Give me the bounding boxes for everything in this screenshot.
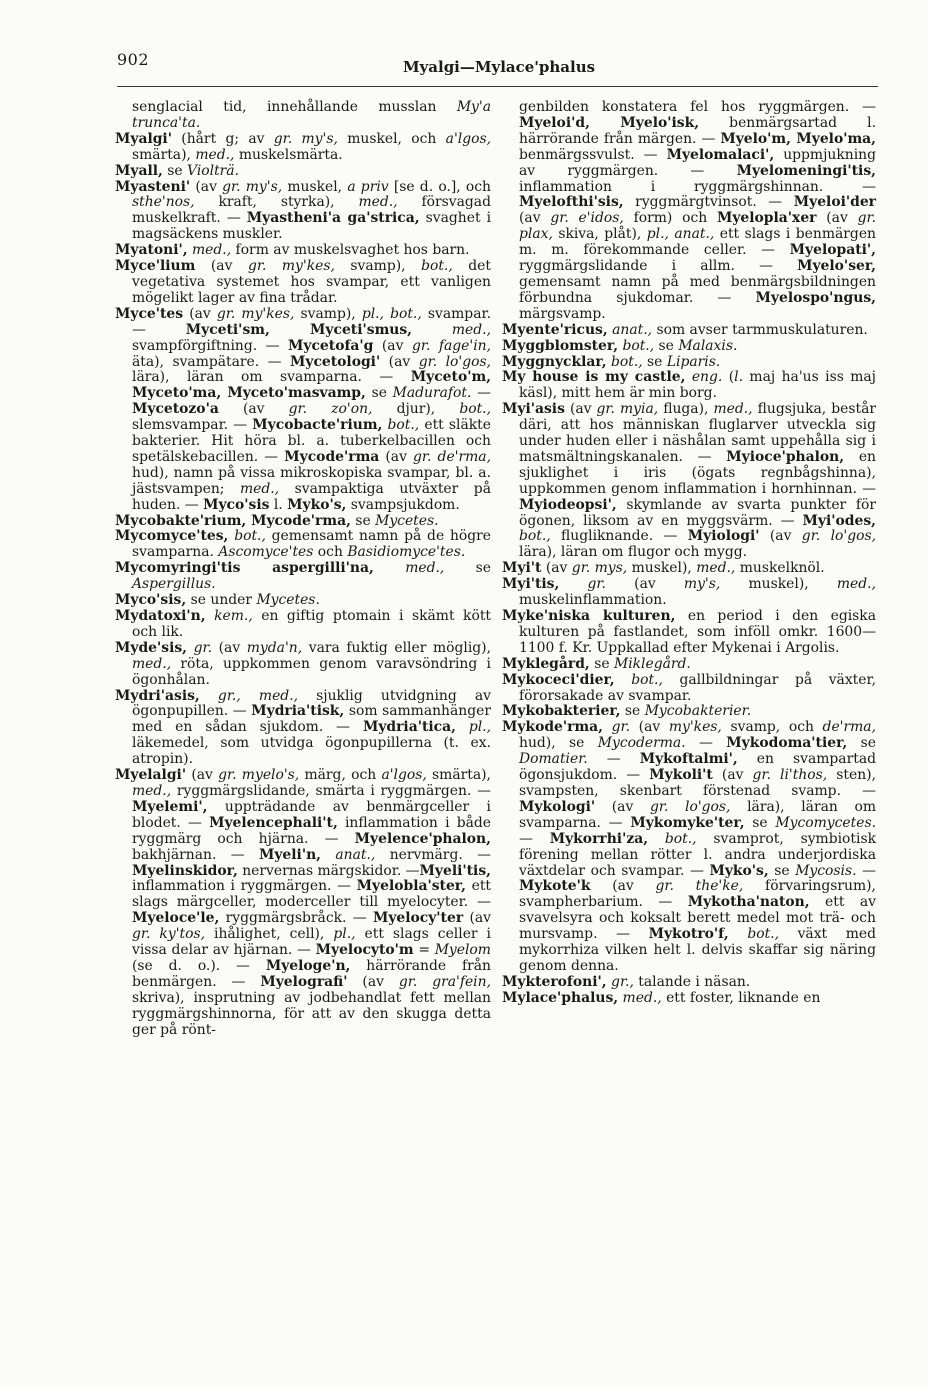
dictionary-entry: Mylace'phalus, med., ett foster, liknande en <box>502 989 821 1006</box>
dictionary-entry: Myi'tis, gr. (av my's, muskel), med., muskelinflammation. <box>502 576 876 609</box>
dictionary-entry: Myatoni', med., form av muskelsvaghet hos barn. <box>115 242 470 259</box>
dictionary-entry: Myce'tes (av gr. my'kes, svamp), pl., bot., svampar. — Myceti'sm, Myceti'smus, med., svampförgiftning. — Mycetofa'g (av gr. fage'in, äta), svampätare. — Mycetologi' (av gr. lo'gos, lära), läran om svamparna. — Myceto'm, Myceto'ma, Myceto'masvamp, se Madurafot. — Mycetozo'a (av gr. zo'on, djur), bot., slemsvampar. — Mycobacte'rium, bot., ett släkte bakterier. Hit höra bl. a. tuberkelbacillen och spetälskebacillen. — Mycode'rma (av gr. de'rma, hud), namn på vissa mikroskopiska svampar, bl. a. jästsvampen; med., svampaktiga utväxter på huden. — Myco'sis l. Myko's, svampsjukdom. <box>115 305 492 513</box>
dictionary-entry: senglacial tid, innehållande musslan My'a trunca'ta. <box>132 99 491 131</box>
dictionary-entry: My house is my castle, eng. (l. maj ha'us iss maj käsl), mitt hem är min borg. <box>502 369 876 402</box>
dictionary-entry: Myke'niska kulturen, en period i den egiska kulturen på fastlandet, som inföll omkr. 1600—1100 f. Kr. Uppkallad efter Mykenai i Argolis. <box>502 608 877 656</box>
dictionary-entry: Mycomyce'tes, bot., gemensamt namn på de högre svamparna. Ascomyce'tes och Basidiomyce'tes. <box>115 528 492 561</box>
dictionary-entry: Mycobakte'rium, Mycode'rma, se Mycetes. <box>115 512 439 529</box>
dictionary-entry: Myklegård, se Miklegård. <box>502 655 691 672</box>
header-rule <box>117 86 878 87</box>
page-number: 902 <box>117 50 150 69</box>
running-head: Myalgi—Mylace'phalus <box>402 58 596 76</box>
dictionary-entry: Myalgi' (hårt g; av gr. my's, muskel, och a'lgos, smärta), med., muskelsmärta. <box>115 130 492 163</box>
dictionary-entry: Myco'sis, se under Mycetes. <box>115 592 320 609</box>
right-column <box>502 100 876 1007</box>
dictionary-entry: Myi't (av gr. mys, muskel), med., muskelknöl. <box>502 560 825 577</box>
dictionary-entry: Myggnycklar, bot., se Liparis. <box>502 353 721 370</box>
dictionary-entry: Myce'lium (av gr. my'kes, svamp), bot., det vegetativa systemet hos svampar, ett vanligen mögelikt lager av fina trådar. <box>115 258 491 306</box>
dictionary-entry: Mykterofoni', gr., talande i näsan. <box>502 973 751 990</box>
dictionary-entry: Myelalgi' (av gr. myelo's, märg, och a'lgos, smärta), med., ryggmärgslidande, smärta i ryggmärgen. — Myelemi', uppträdande av benmärgceller i blodet. — Myelencephali't, inflammation i både ryggmärg och hjärna. — Myelence'phalon, bakhjärnan. — Myeli'n, anat., nervmärg. — Myelinskidor, nervernas märgskidor. —Myeli'tis, inflammation i ryggmärgen. — Myelobla'ster, ett slags märgceller, moderceller till myelocyter. — Myeloce'le, ryggmärgsbråck. — Myelocy'ter (av gr. ky'tos, ihålighet, cell), pl., ett slags celler i vissa delar av hjärnan. — Myelocyto'm = Myelom (se d. o.). — Myeloge'n, härrörande från benmärgen. — Myelografi' (av gr. gra'fein, skriva), insprutning av jodbehandlat fett mellan ryggmärgshinnorna, för att av den skugga detta ger på rönt- <box>115 767 492 1038</box>
dictionary-entry: Mydri'asis, gr., med., sjuklig utvidgning av ögonpupillen. — Mydria'tisk, som sammanhänger med en sådan sjukdom. — Mydria'tica, pl., läkemedel, som utvidga ögonpupillerna (t. ex. atropin). <box>115 687 492 768</box>
dictionary-entry: Myi'asis (av gr. myia, fluga), med., flugsjuka, består däri, att hos människan fluglarver utveckla sig under huden eller i näshålan samt uppehålla sig i matsmältningskanalen. — Myioce'phalon, en sjuklighet i iris (ögats regnbågshinna), uppkommen genom inflammation i hornhinnan. — Myiodeopsi', skymlande av svarta punkter för ögonen, liksom av en myggsvärm. — Myi'odes, bot., flugliknande. — Myiologi' (av gr. lo'gos, lära), läran om flugor och mygg. <box>502 401 876 561</box>
dictionary-entry: Mykode'rma, gr. (av my'kes, svamp, och de'rma, hud), se Mycoderma. — Mykodoma'tier, se Domatier. — Mykoftalmi', en svampartad ögonsjukdom. — Mykoli't (av gr. li'thos, sten), svampsten, skenbart förstenad svamp. — Mykologi' (av gr. lo'gos, lära), läran om svamparna. — Mykomyke'ter, se Mycomycetes. — Mykorrhi'za, bot., svamprot, symbiotisk förening mellan rötter l. andra underjordiska växtdelar och svampar. — Myko's, se Mycosis. — Mykote'k (av gr. the'ke, förvaringsrum), svampherbarium. — Mykotha'naton, ett av svavelsyra och koksalt berett medel mot trä- och mursvamp. — Mykotro'f, bot., växt med mykorrhiza vilken helt l. delvis skaffar sig näring genom denna. <box>502 719 877 974</box>
dictionary-entry: Myggblomster, bot., se Malaxis. <box>502 337 738 354</box>
dictionary-entry: genbilden konstatera fel hos ryggmärgen. — Myeloi'd, Myelo'isk, benmärgsartad l. härrörande från märgen. — Myelo'm, Myelo'ma, benmärgssvulst. — Myelomalaci', uppmjukning av ryggmärgen. — Myelomeningi'tis, inflammation i ryggmärgshinnan. — Myelofthi'sis, ryggmärgtvinsot. — Myeloi'der (av gr. e'idos, form) och Myelopla'xer (av gr. plax, skiva, plåt), pl., anat., ett slags i benmärgen m. m. förekommande celler. — Myelopati', ryggmärgslidande i allm. — Myelo'ser, gemensamt namn på med benmärgsbildningen förbundna sjukdomar. — Myelospo'ngus, märgsvamp. <box>519 99 877 322</box>
dictionary-entry: Mycomyringi'tis aspergilli'na, med., se Aspergillus. <box>115 560 491 593</box>
left-column <box>115 100 491 1038</box>
dictionary-entry: Myall, se Violträ. <box>115 162 239 179</box>
dictionary-entry: Mydatoxi'n, kem., en giftig ptomain i skämt kött och lik. <box>115 608 491 640</box>
dictionary-entry: Myente'ricus, anat., som avser tarmmuskulaturen. <box>502 321 868 338</box>
dictionary-entry: Myasteni' (av gr. my's, muskel, a priv [se d. o.], och sthe'nos, kraft, styrka), med., försvagad muskelkraft. — Myastheni'a ga'strica, svaghet i magsäckens muskler. <box>115 178 492 243</box>
dictionary-entry: Myde'sis, gr. (av myda'n, vara fuktig eller möglig), med., röta, uppkommen genom varavsöndring i ögonhålan. <box>115 639 491 688</box>
dictionary-entry: Mykobakterier, se Mycobakterier. <box>502 703 752 720</box>
dictionary-entry: Mykoceci'dier, bot., gallbildningar på växter, förorsakade av svampar. <box>502 671 877 704</box>
